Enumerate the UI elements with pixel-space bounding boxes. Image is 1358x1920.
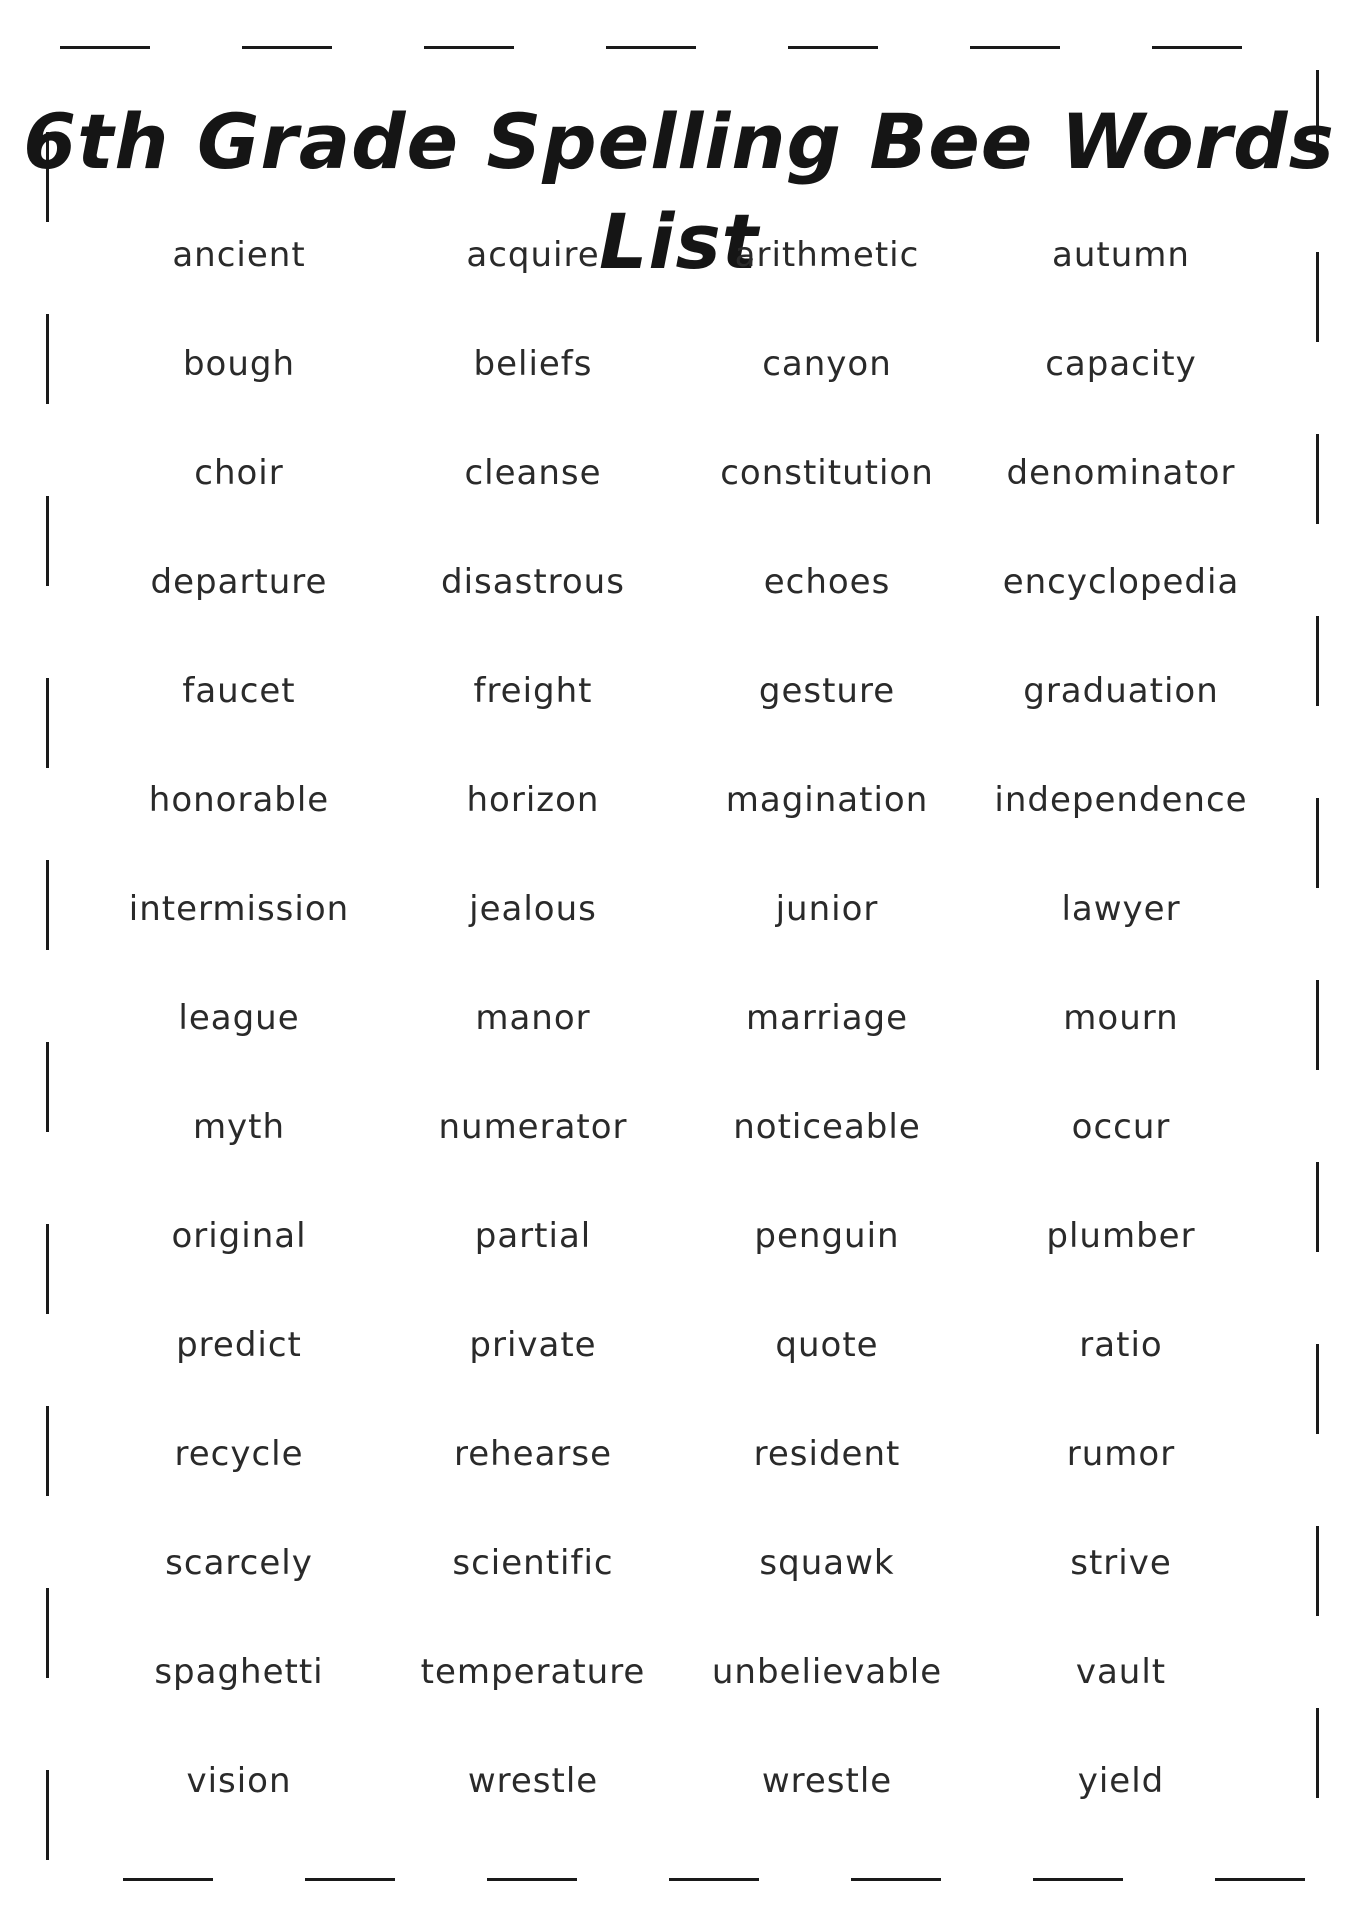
word-item: encyclopedia: [1002, 561, 1240, 602]
word-item: canyon: [762, 343, 892, 384]
border-dash-right: [1316, 1526, 1319, 1616]
word-item: freight: [473, 670, 593, 711]
word-item: ratio: [1079, 1324, 1163, 1365]
border-dash-bottom: [1033, 1878, 1123, 1881]
border-dash-left: [46, 1770, 49, 1860]
border-dash-left: [46, 1224, 49, 1314]
word-item: departure: [150, 561, 328, 602]
word-item: plumber: [1046, 1215, 1196, 1256]
word-item: predict: [176, 1324, 302, 1365]
word-item: squawk: [759, 1542, 895, 1583]
word-item: bough: [182, 343, 296, 384]
word-item: autumn: [1052, 234, 1190, 275]
border-dash-bottom: [123, 1878, 213, 1881]
word-item: rumor: [1066, 1433, 1176, 1474]
word-item: echoes: [763, 561, 891, 602]
word-item: strive: [1070, 1542, 1172, 1583]
word-item: occur: [1071, 1106, 1171, 1147]
word-item: arithmetic: [734, 234, 920, 275]
word-item: spaghetti: [154, 1651, 324, 1692]
word-item: mourn: [1063, 997, 1179, 1038]
border-dash-left: [46, 1406, 49, 1496]
word-item: choir: [194, 452, 284, 493]
word-item: lawyer: [1061, 888, 1181, 929]
border-dash-right: [1316, 1344, 1319, 1434]
word-item: noticeable: [733, 1106, 921, 1147]
border-dash-top: [242, 46, 332, 49]
word-item: recycle: [174, 1433, 304, 1474]
word-item: wrestle: [467, 1760, 599, 1801]
border-dash-top: [424, 46, 514, 49]
word-item: graduation: [1023, 670, 1219, 711]
word-item: league: [178, 997, 300, 1038]
border-dash-right: [1316, 980, 1319, 1070]
border-dash-top: [60, 46, 150, 49]
border-dash-top: [606, 46, 696, 49]
border-dash-top: [970, 46, 1060, 49]
border-dash-right: [1316, 798, 1319, 888]
word-item: independence: [994, 779, 1248, 820]
word-item: vision: [186, 1760, 292, 1801]
border-dash-left: [46, 1588, 49, 1678]
word-item: horizon: [466, 779, 600, 820]
word-item: myth: [192, 1106, 286, 1147]
border-dash-left: [46, 314, 49, 404]
word-item: cleanse: [464, 452, 602, 493]
word-item: penguin: [754, 1215, 900, 1256]
border-dash-top: [788, 46, 878, 49]
word-item: scarcely: [165, 1542, 313, 1583]
border-dash-left: [46, 1042, 49, 1132]
word-item: manor: [475, 997, 591, 1038]
border-dash-left: [46, 860, 49, 950]
word-item: marriage: [745, 997, 909, 1038]
border-dash-left: [46, 496, 49, 586]
word-item: intermission: [128, 888, 350, 929]
word-item: faucet: [182, 670, 296, 711]
border-dash-left: [46, 678, 49, 768]
word-item: gesture: [758, 670, 896, 711]
word-item: temperature: [420, 1651, 646, 1692]
word-item: honorable: [148, 779, 330, 820]
word-item: capacity: [1045, 343, 1197, 384]
word-item: unbelievable: [711, 1651, 943, 1692]
word-item: vault: [1075, 1651, 1167, 1692]
word-item: denominator: [1006, 452, 1236, 493]
word-item: constitution: [720, 452, 934, 493]
word-item: ancient: [172, 234, 306, 275]
border-dash-right: [1316, 1708, 1319, 1798]
border-dash-right: [1316, 434, 1319, 524]
border-dash-right: [1316, 616, 1319, 706]
word-item: disastrous: [441, 561, 625, 602]
border-dash-bottom: [1215, 1878, 1305, 1881]
border-dash-top: [1152, 46, 1242, 49]
word-list: [92, 200, 1268, 1835]
word-item: scientific: [452, 1542, 614, 1583]
word-item: junior: [775, 888, 879, 929]
border-dash-bottom: [487, 1878, 577, 1881]
word-item: original: [171, 1215, 307, 1256]
border-dash-right: [1316, 1162, 1319, 1252]
word-item: quote: [775, 1324, 879, 1365]
word-item: numerator: [438, 1106, 628, 1147]
border-dash-bottom: [305, 1878, 395, 1881]
word-item: acquire: [466, 234, 600, 275]
word-item: partial: [474, 1215, 592, 1256]
page-title: 6th Grade Spelling Bee Words List: [23, 97, 1335, 286]
word-item: rehearse: [453, 1433, 613, 1474]
word-item: wrestle: [761, 1760, 893, 1801]
border-dash-bottom: [669, 1878, 759, 1881]
word-item: beliefs: [473, 343, 593, 384]
word-item: magination: [725, 779, 929, 820]
word-item: resident: [753, 1433, 901, 1474]
word-item: yield: [1077, 1760, 1165, 1801]
word-item: jealous: [469, 888, 597, 929]
border-dash-bottom: [851, 1878, 941, 1881]
word-item: private: [469, 1324, 597, 1365]
